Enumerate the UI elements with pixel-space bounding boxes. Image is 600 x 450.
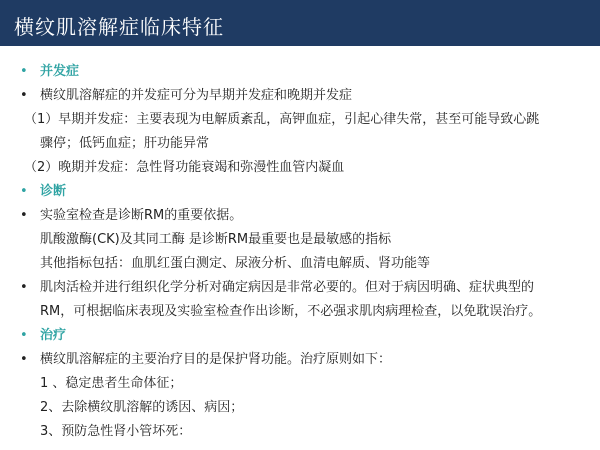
complications-early-line2: 骤停；低钙血症；肝功能异常	[40, 136, 210, 151]
section-heading-diagnosis: 诊断	[40, 184, 67, 199]
complications-early-line1: （1）早期并发症：主要表现为电解质紊乱，高钾血症，引起心律失常，甚至可能导致心跳	[24, 112, 540, 127]
section-bullet: •	[20, 328, 28, 343]
section-bullet: •	[20, 184, 28, 199]
list-bullet: •	[20, 280, 28, 295]
treatment-item-3: 3、预防急性肾小管坏死：	[40, 424, 192, 439]
treatment-item-2: 2、去除横纹肌溶解的诱因、病因；	[40, 400, 244, 415]
section-heading-treatment: 治疗	[40, 328, 67, 343]
treatment-item-1: 1 、稳定患者生命体征；	[40, 376, 183, 391]
list-bullet: •	[20, 88, 28, 103]
diagnosis-biopsy-line2: RM，可根据临床表现及实验室检查作出诊断，不必强求肌肉病理检查，以免耽误治疗。	[40, 304, 542, 319]
title-bar	[0, 0, 600, 46]
complications-late: （2）晚期并发症：急性肾功能衰竭和弥漫性血管内凝血	[24, 160, 345, 175]
diagnosis-biopsy-line1: 肌肉活检并进行组织化学分析对确定病因是非常必要的。但对于病因明确、症状典型的	[40, 280, 535, 295]
list-bullet: •	[20, 352, 28, 367]
section-heading-complications: 并发症	[40, 64, 80, 79]
diagnosis-other: 其他指标包括：血肌红蛋白测定、尿液分析、血清电解质、肾功能等	[40, 256, 431, 271]
complications-intro: 横纹肌溶解症的并发症可分为早期并发症和晚期并发症	[40, 88, 353, 103]
section-bullet: •	[20, 64, 28, 79]
diagnosis-lab: 实验室检查是诊断RM的重要依据。	[40, 208, 243, 223]
page-title: 横纹肌溶解症临床特征	[14, 15, 224, 39]
treatment-intro: 横纹肌溶解症的主要治疗目的是保护肾功能。治疗原则如下：	[40, 352, 392, 367]
diagnosis-ck: 肌酸激酶(CK)及其同工酶 是诊断RM最重要也是最敏感的指标	[40, 232, 392, 247]
list-bullet: •	[20, 208, 28, 223]
